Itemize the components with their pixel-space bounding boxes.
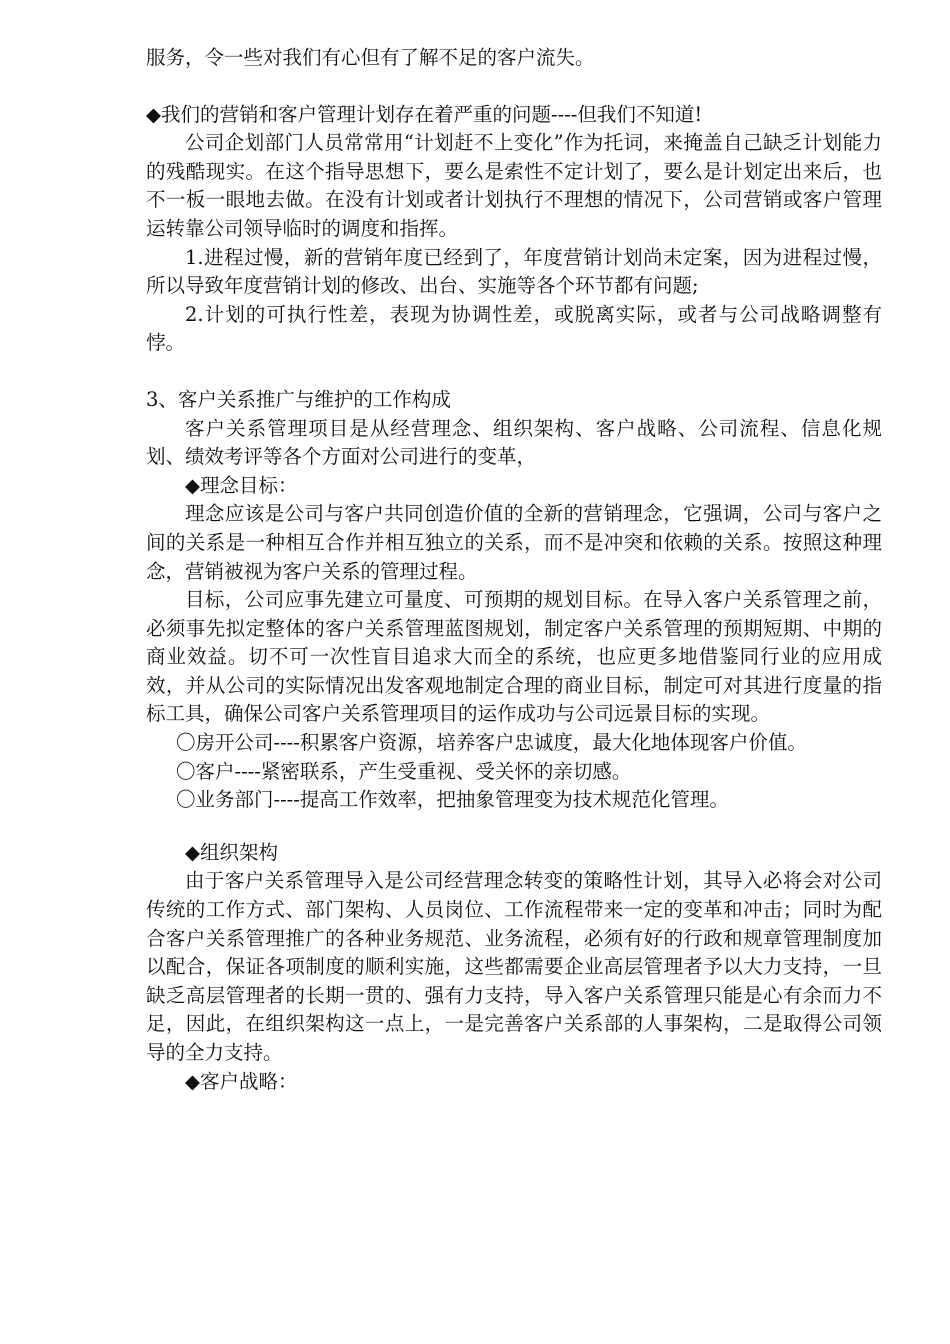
list-item-2: 2.计划的可执行性差，表现为协调性差，或脱离实际，或者与公司战略调整有悖。 xyxy=(146,302,882,355)
paragraph-org-structure: 由于客户关系管理导入是公司经营理念转变的策略性计划，其导入必将会对公司传统的工作方式、部门架构、人员岗位、工作流程带来一定的变革和冲击；同时为配合客户关系管理推广的各种业务规范、业务流程，必须有好的行政和规章管理制度加以配合，保证各项制度的顺利实施，这些都需要企业高层管理者予以大力支持，一旦缺乏高层管理者的长期一贯的、强有力支持，导入客户关系管理只能是心有余而力不足，因此，在组织架构这一点上，一是完善客户关系部的人事架构，二是取得公司领导的全力支持。 xyxy=(146,869,882,1064)
paragraph-crm-project: 客户关系管理项目是从经营理念、组织架构、客户战略、公司流程、信息化规划、绩效考评等各个方面对公司进行的变革， xyxy=(146,416,882,469)
paragraph-continuation: 服务，令一些对我们有心但有了解不足的客户流失。 xyxy=(146,46,595,69)
paragraph-goal: 目标，公司应事先建立可量度、可预期的规划目标。在导入客户关系管理之前，必须事先拟定整体的客户关系管理蓝图规划，制定客户关系管理的预期短期、中期的商业效益。切不可一次性盲目追求大而全的系统，也应更多地借鉴同行业的应用成效，并从公司的实际情况出发客观地制定合理的商业目标，制定可对其进行度量的指标工具，确保公司客户关系管理项目的运作成功与公司远景目标的实现。 xyxy=(146,588,882,726)
bullet-customer: 〇客户----紧密联系，产生受重视、受关怀的亲切感。 xyxy=(176,759,632,783)
subheading-customer-strategy: ◆客户战略： xyxy=(185,1069,298,1093)
paragraph-concept: 理念应该是公司与客户共同创造价值的全新的营销理念，它强调，公司与客户之间的关系是一种相互合作并相互独立的关系，而不是冲突和依赖的关系。按照这种理念，营销被视为客户关系的管理过程。 xyxy=(146,502,882,583)
paragraph-planning-reality: 公司企划部门人员常常用“计划赶不上变化”作为托词，来掩盖自己缺乏计划能力的残酷现实。在这个指导思想下，要么是索性不定计划了，要么是计划定出来后，也不一板一眼地去做。在没有计划或者计划执行不理想的情况下，公司营销或客户管理运转靠公司领导临时的调度和指挥。 xyxy=(146,131,882,240)
subheading-concept-goal: ◆理念目标： xyxy=(185,473,298,497)
heading-marketing-plan-problem: ◆我们的营销和客户管理计划存在着严重的问题----但我们不知道! xyxy=(146,102,703,126)
blank-line xyxy=(146,358,882,386)
blank-line xyxy=(146,815,882,839)
document-body xyxy=(146,44,882,1096)
bullet-business-dept: 〇业务部门----提高工作效率，把抽象管理变为技术规范化管理。 xyxy=(176,788,729,812)
subheading-org-structure: ◆组织架构 xyxy=(185,840,278,864)
list-item-1: 1.进程过慢，新的营销年度已经到了，年度营销计划尚未定案，因为进程过慢，所以导致年度营销计划的修改、出台、实施等各个环节都有问题; xyxy=(146,245,882,298)
section-heading-3: 3、客户关系推广与维护的工作构成 xyxy=(146,387,451,411)
blank-line xyxy=(146,73,882,101)
bullet-developer: 〇房开公司----积累客户资源，培养客户忠诚度，最大化地体现客户价值。 xyxy=(176,731,807,755)
